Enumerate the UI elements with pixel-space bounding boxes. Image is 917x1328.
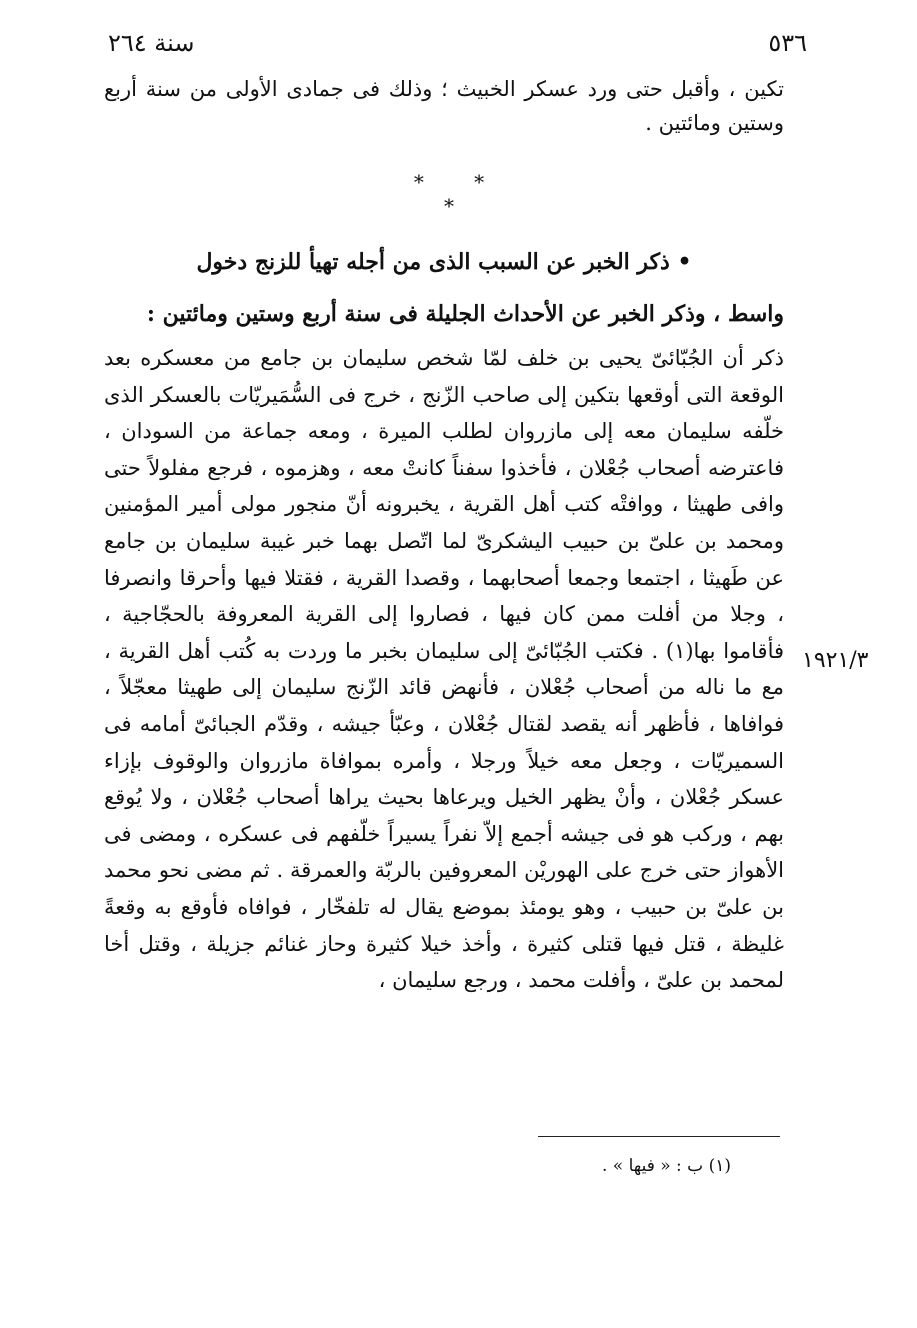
opening-paragraph: تكين ، وأقبل حتى ورد عسكر الخبيث ؛ وذلك فى جمادى الأولى من سنة أربع وستين ومائتين . [104, 77, 784, 135]
section-title-line-1: • ذكر الخبر عن السبب الذى من أجله تهيأ للزنج دخول [196, 249, 692, 275]
footnote: (١) ب : « فيها » . [601, 1156, 731, 1176]
year-header: سنة ٢٦٤ [108, 29, 195, 57]
section-title [104, 236, 784, 340]
page-number: ٥٣٦ [768, 29, 807, 57]
opening-paragraph-block [104, 72, 784, 140]
margin-reference: ١٩٢١/٣ [802, 648, 869, 673]
body-paragraph: ذكر أن الجُبّائىّ يحيى بن خلف لمّا شخص سليمان بن جامع من معسكره بعد الوقعة التى أوقعها بتكين إلى صاحب الزّنج ، خرج فى السُّمَيريّات بالعسكر الذى خلّفه سليمان معه إلى مازروان لطلب الميرة ، ومعه جماعة من السودان ، فاعترضه أصحاب جُعْلان ، فأخذوا سفناً كانتْ معه ، وهزموه ، فرجع مفلولاً حتى وافى طهيثا ، ووافتْه كتب أهل القرية ، يخبرونه أنّ منجور مولى أمير المؤمنين ومحمد بن علىّ بن حبيب اليشكرىّ لما اتّصل بهما خبر غيبة سليمان بن جامع عن طَهيثا ، اجتمعا وجمعا أصحابهما ، وقصدا القرية ، فقتلا فيها وأحرقا وانصرفا ، وجلا من أفلت ممن كان فيها ، فصاروا إلى القرية المعروفة بالحجّاجية ، فأقاموا بها(١) . فكتب الجُبّائىّ إلى سليمان بخبر ما وردت به كُتب أهل القرية ، مع ما ناله من أصحاب جُعْلان ، فأنهض قائد الزّنج سليمان إلى طهيثا معجّلاً ، فوافاها ، فأظهر أنه يقصد لقتال جُعْلان ، وعبّأ جيشه ، وقدّم الجبائىّ أمامه فى السميريّات ، وجعل معه خيلاً ورجلا ، وأمره بموافاة مازروان والوقوف بإزاء عسكر جُعْلان ، وأنْ يظهر الخيل ويرعاها بحيث يراها أصحاب جُعْلان ، ولا يُوقع بهم ، وركب هو فى جيشه أجمع إلاّ نفراً يسيراً خلّفهم فى عسكره ، ومضى فى الأهواز حتى خرج على الهوريْن المعروفين بالربّة والعمرقة . ثم مضى نحو محمد بن علىّ بن حبيب ، وهو يومئذ بموضع يقال له تلفخّار ، فوافاه فأوقع به وقعةً غليظة ، قتل فيها قتلى كثيرة ، وأخذ خيلا كثيرة وحاز غنائم جزيلة ، وقتل أخا لمحمد بن علىّ ، وأفلت محمد ، ورجع سليمان ، [104, 346, 785, 993]
footnote-divider [538, 1136, 780, 1137]
section-separator: * * * [413, 170, 507, 218]
section-title-line-2: واسط ، وذكر الخبر عن الأحداث الجليلة فى سنة أربع وستين ومائتين : [146, 301, 784, 327]
body-text-block [104, 340, 784, 999]
